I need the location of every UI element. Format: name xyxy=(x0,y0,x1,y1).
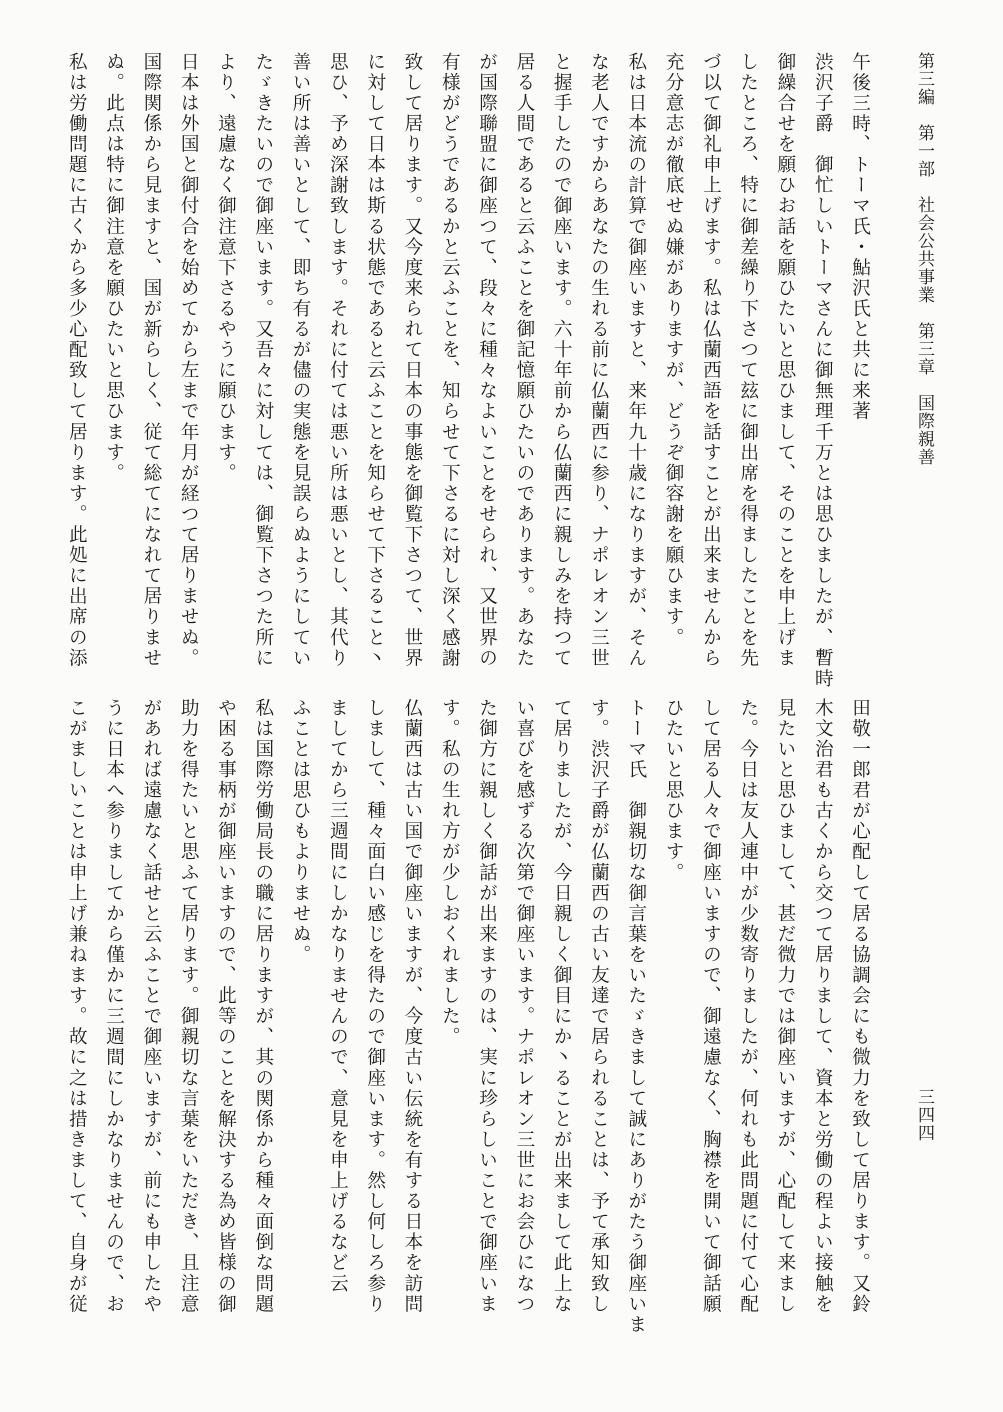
text-column: トーマ氏 御親切な御言葉をいたゞきまして誠にありがたう御座いま xyxy=(625,698,647,1336)
text-column: 見たいと思ひまして、甚だ微力では御座いますが、心配して来まし xyxy=(774,698,796,1315)
text-column: しまして、種々面白い感じを得たので御座います。然し何しろ参り xyxy=(364,698,386,1315)
text-column: ひたいと思ひます。 xyxy=(663,698,685,883)
text-column: た。今日は友人連中が少数寄りましたが、何れも此問題に付て心配 xyxy=(737,698,759,1315)
text-column: い喜びを感ずる次第で御座います。ナポレオン三世にお会ひになつ xyxy=(513,698,535,1315)
text-column: して居る人々で御座いますので、御遠慮なく、胸襟を開いて御話願 xyxy=(700,698,722,1315)
text-column: ましてから三週間にしかなりませんので、意見を申上げるなど云 xyxy=(327,698,349,1294)
text-column: ぬ。此点は特に御注意を願ひたいと思ひます。 xyxy=(103,52,125,484)
text-column: たゞきたいので御座います。又吾々に対しては、御覧下さつた所に xyxy=(252,52,274,669)
text-column: 有様がどうであるかと云ふことを、知らせて下さるに対し深く感謝 xyxy=(439,52,461,669)
text-column: 国際関係から見ますと、国が新らしく、従て総てになれて居りませ xyxy=(140,52,162,669)
text-column: づ以て御礼申上げます。私は仏蘭西語を話すことが出来ませんから xyxy=(700,52,722,669)
text-column: 午後三時、トーマ氏・鮎沢氏と共に来著 xyxy=(849,52,871,422)
text-column: た御方に親しく御話が出来ますのは、実に珍らしいことで御座いま xyxy=(476,698,498,1315)
text-column: 私は日本流の計算で御座いますと、来年九十歳になりますが、そん xyxy=(625,52,647,669)
text-column: 私は国際労働局長の職に居りますが、其の関係から種々面倒な問題 xyxy=(252,698,274,1315)
text-column: 思ひ、予め深謝致します。それに付ては悪い所は悪いとし、其代り xyxy=(327,52,349,669)
text-column: 渋沢子爵 御忙しいトーマさんに御無理千万とは思ひましたが、暫時 xyxy=(812,52,834,690)
text-column: 致して居ります。又今度来られて日本の事態を御覧下さつて、世界 xyxy=(401,52,423,669)
text-column: 日本は外国と御付合を始めてから左まで年月が経つて居りませぬ。 xyxy=(178,52,200,669)
text-column: 充分意志が徹底せぬ嫌がありますが、どうぞ御容謝を願ひます。 xyxy=(663,52,685,648)
text-column: 木文治君も古くから交つて居りまして、資本と労働の程よい接触を xyxy=(812,698,834,1315)
text-column: 御繰合せを願ひお話を願ひたいと思ひまして、そのことを申上げま xyxy=(774,52,796,669)
text-column: す。渋沢子爵が仏蘭西の古い友達で居られることは、予て承知致し xyxy=(588,698,610,1315)
text-column: て居りましたが、今日親しく御目にか丶ることが出来まして此上な xyxy=(551,698,573,1315)
text-column: す。私の生れ方が少しおくれました。 xyxy=(439,698,461,1048)
text-column: に対して日本は斯る状態であると云ふことを知らせて下さること丶 xyxy=(364,52,386,669)
text-column: 居る人間であると云ふことを御記憶願ひたいのであります。あなた xyxy=(513,52,535,669)
text-column: と握手したので御座います。六十年前から仏蘭西に親しみを持つて xyxy=(551,52,573,669)
text-column: したところ、特に御差繰り下さつて玆に御出席を得ましたことを先 xyxy=(737,52,759,669)
text-column: こがましいことは申上げ兼ねます。故に之は措きまして、自身が従 xyxy=(66,698,88,1315)
text-column: うに日本へ参りましてから僅かに三週間にしかなりませんので、お xyxy=(103,698,125,1315)
text-column: が国際聯盟に御座つて、段々に種々なよいことをせられ、又世界の xyxy=(476,52,498,669)
text-column: 助力を得たいと思ふて居ります。御親切な言葉をいただき、且注意 xyxy=(178,698,200,1315)
running-header: 第三編 第一部 社会公共事業 第三章 国際親善 xyxy=(914,52,934,466)
text-column: より、遠慮なく御注意下さるやうに願ひます。 xyxy=(215,52,237,484)
text-column: 善い所は善いとして、即ち有るが儘の実態を見誤らぬようにしてい xyxy=(290,52,312,669)
page-number: 三四四 xyxy=(914,1088,934,1142)
text-column: 私は労働問題に古くから多少心配致して居ります。此処に出席の添 xyxy=(66,52,88,669)
text-column: 仏蘭西は古い国で御座いますが、今度古い伝統を有する日本を訪問 xyxy=(401,698,423,1315)
text-column: ふことは思ひもよりませぬ。 xyxy=(290,698,312,966)
text-column: 田敬一郎君が心配して居る協調会にも微力を致して居ります。又鈴 xyxy=(849,698,871,1315)
text-column: や困る事柄が御座いますので、此等のことを解決する為め皆様の御 xyxy=(215,698,237,1315)
text-column: があれば遠慮なく話せと云ふことで御座いますが、前にも申したや xyxy=(140,698,162,1315)
text-column: な老人ですからあなたの生れる前に仏蘭西に参り、ナポレオン三世 xyxy=(588,52,610,669)
